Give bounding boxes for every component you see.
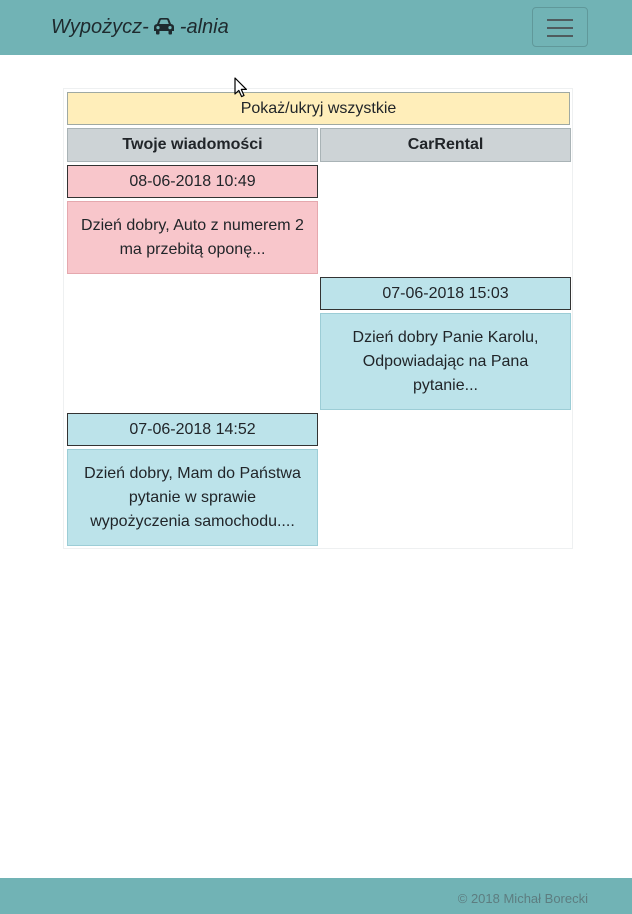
brand-text-left: Wypożycz-	[51, 16, 149, 38]
message-preview[interactable]: Dzień dobry, Mam do Państwa pytanie w sprawie wypożyczenia samochodu....	[67, 449, 318, 546]
message-date: 07-06-2018 15:03	[320, 277, 571, 310]
message-preview[interactable]: Dzień dobry, Auto z numerem 2 ma przebitą oponę...	[67, 201, 318, 274]
car-icon	[153, 17, 175, 35]
hamburger-menu-icon	[547, 27, 573, 29]
hamburger-menu-icon	[547, 35, 573, 37]
toggle-all-messages-button[interactable]: Pokaż/ukryj wszystkie	[67, 92, 570, 125]
brand-text-right: -alnia	[179, 16, 229, 38]
top-navbar	[0, 0, 632, 55]
hamburger-menu-icon	[547, 19, 573, 21]
column-header-carrental: CarRental	[320, 128, 571, 162]
navbar-toggle-button[interactable]	[532, 7, 588, 47]
messages-table	[63, 88, 573, 549]
copyright-text: © 2018 Michał Borecki	[457, 891, 588, 906]
column-header-your-messages: Twoje wiadomości	[67, 128, 318, 162]
message-date: 07-06-2018 14:52	[67, 413, 318, 446]
page-footer	[0, 878, 632, 914]
message-date: 08-06-2018 10:49	[67, 165, 318, 198]
brand-logo-link[interactable]	[51, 15, 229, 39]
message-preview[interactable]: Dzień dobry Panie Karolu, Odpowiadając na Pana pytanie...	[320, 313, 571, 410]
